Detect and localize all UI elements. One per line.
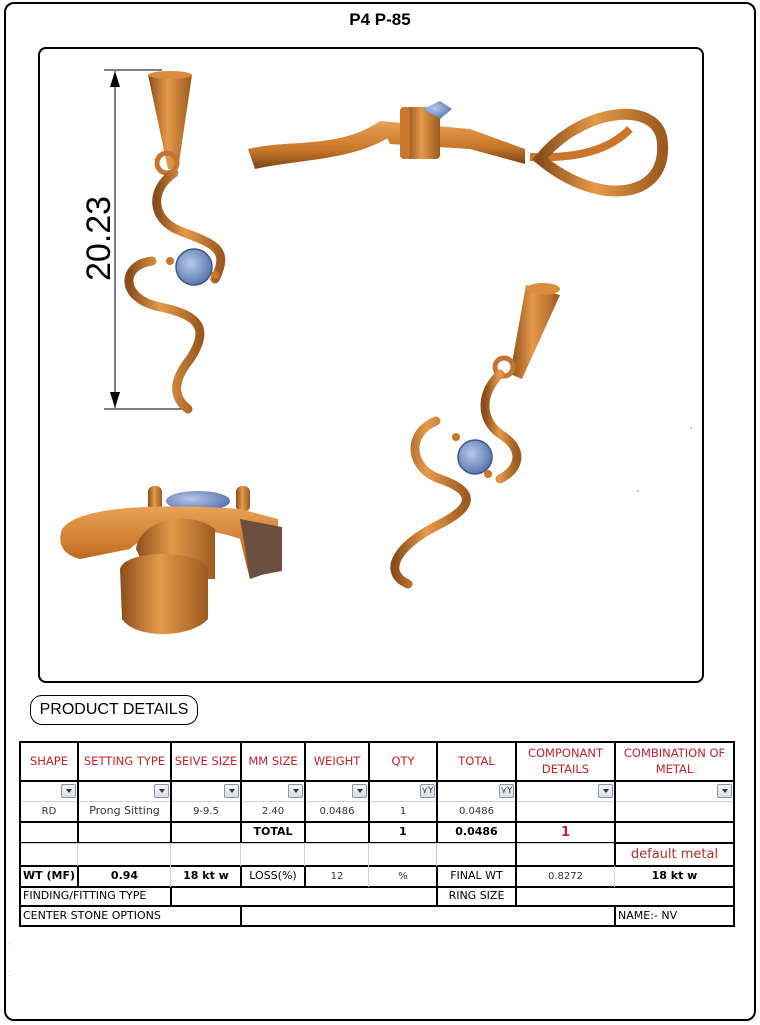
divider <box>368 742 370 843</box>
metal-kt: 18 kt w <box>183 869 229 883</box>
filter-weight-button[interactable] <box>352 784 367 798</box>
filter-qty-button[interactable] <box>420 784 435 798</box>
total-weight: 0.0486 <box>455 825 498 839</box>
divider <box>515 742 517 866</box>
divider <box>170 742 172 843</box>
header-componant-details <box>516 742 615 781</box>
chevron-down-icon <box>293 789 299 793</box>
loss-unit: % <box>398 870 408 882</box>
divider <box>614 742 616 866</box>
cell-total: 0.0486 <box>459 805 494 817</box>
chevron-down-icon <box>229 789 235 793</box>
chevron-down-icon <box>722 789 728 793</box>
divider <box>77 843 78 866</box>
chevron-down-icon <box>603 789 609 793</box>
header-combination-line1: COMBINATION OF <box>623 745 726 760</box>
header-seive-size: SEIVE SIZE <box>174 753 238 768</box>
final-wt-value: 0.8272 <box>548 870 583 882</box>
table-border-top <box>20 741 734 743</box>
total-label: TOTAL <box>253 825 293 839</box>
center-stone-options-value[interactable] <box>241 906 615 926</box>
product-details-heading: PRODUCT DETAILS <box>30 695 198 725</box>
divider <box>304 742 306 843</box>
top-view <box>60 486 282 634</box>
page-title: P4 P-85 <box>349 10 411 29</box>
divider <box>436 742 438 843</box>
header-total: TOTAL <box>458 753 495 768</box>
front-view <box>80 70 221 409</box>
final-metal: 18 kt w <box>651 869 698 883</box>
product-drawing-panel <box>38 47 704 683</box>
ring-size-value[interactable] <box>516 887 734 906</box>
divider <box>614 906 616 926</box>
chevron-down-icon <box>66 789 72 793</box>
divider <box>170 866 171 887</box>
divider <box>436 866 438 906</box>
divider <box>614 866 615 887</box>
pendant-renderings <box>40 49 704 683</box>
wt-mf-value: 0.94 <box>110 869 139 883</box>
divider <box>20 821 734 823</box>
header-mm-size: MM SIZE <box>248 753 298 768</box>
finding-fitting-type-value[interactable] <box>171 887 437 906</box>
divider <box>77 866 79 887</box>
table-border-right <box>733 741 735 927</box>
filter-total-button[interactable] <box>499 784 514 798</box>
dimension-label: 20.23 <box>80 195 118 281</box>
divider <box>20 886 734 888</box>
header-qty: QTY <box>391 753 415 768</box>
divider <box>170 843 171 866</box>
divider <box>20 801 734 802</box>
margin-marker: : <box>8 968 11 978</box>
product-details-table <box>20 742 734 926</box>
filter-shape-button[interactable] <box>61 784 76 798</box>
divider <box>240 843 241 866</box>
final-wt-label: FINAL WT <box>450 869 503 883</box>
cell-qty: 1 <box>399 805 407 817</box>
loss-value: 12 <box>330 870 344 882</box>
divider <box>368 866 369 887</box>
divider <box>515 866 517 906</box>
cell-shape: RD <box>41 805 57 817</box>
cell-mm-size: 2.40 <box>261 805 285 817</box>
ring-size-label: RING SIZE <box>448 889 505 903</box>
side-view <box>248 101 663 191</box>
filter-funnel-icon: ⋎Y <box>421 785 434 796</box>
name-label: NAME:- NV <box>618 908 678 922</box>
divider <box>20 780 734 782</box>
filter-componant-details-button[interactable] <box>598 784 613 798</box>
filter-combination-button[interactable] <box>717 784 732 798</box>
divider <box>240 906 242 926</box>
chevron-down-icon <box>159 789 165 793</box>
cell-weight: 0.0486 <box>319 805 355 817</box>
divider <box>20 865 734 867</box>
chevron-down-icon <box>357 789 363 793</box>
component-count: 1 <box>560 824 571 840</box>
divider <box>436 843 437 866</box>
header-componant-line2: DETAILS <box>541 761 590 776</box>
divider <box>77 742 79 843</box>
divider <box>304 843 305 866</box>
divider <box>304 866 306 887</box>
margin-marker: : <box>8 940 11 950</box>
filter-seive-size-button[interactable] <box>224 784 239 798</box>
filter-setting-type-button[interactable] <box>154 784 169 798</box>
filter-funnel-icon: ⋎Y <box>500 785 513 796</box>
divider <box>240 742 242 843</box>
divider <box>170 887 172 906</box>
wt-mf-label: WT (MF) <box>23 869 75 883</box>
header-combination-line2: METAL <box>655 761 694 776</box>
filter-mm-size-button[interactable] <box>288 784 303 798</box>
default-metal-note: default metal <box>630 846 719 862</box>
finding-fitting-type-label: FINDING/FITTING TYPE <box>23 889 147 903</box>
header-componant-line1: COMPONANT <box>527 745 604 760</box>
total-qty: 1 <box>399 825 407 839</box>
cell-seive-size: 9-9.5 <box>193 805 219 817</box>
divider <box>20 905 734 907</box>
header-shape: SHAPE <box>29 753 68 768</box>
table-border-left <box>19 741 21 927</box>
divider <box>20 843 615 844</box>
header-weight: WEIGHT <box>313 753 361 768</box>
divider <box>368 843 369 866</box>
divider <box>240 866 242 887</box>
table-border-bottom <box>20 925 734 927</box>
header-setting-type: SETTING TYPE <box>83 753 166 768</box>
center-stone-options-label: CENTER STONE OPTIONS <box>23 908 161 922</box>
perspective-view <box>395 283 560 584</box>
loss-label: LOSS(%) <box>249 869 297 883</box>
header-combination-of-metal <box>615 742 734 781</box>
cell-setting-type: Prong Sitting <box>89 804 160 818</box>
